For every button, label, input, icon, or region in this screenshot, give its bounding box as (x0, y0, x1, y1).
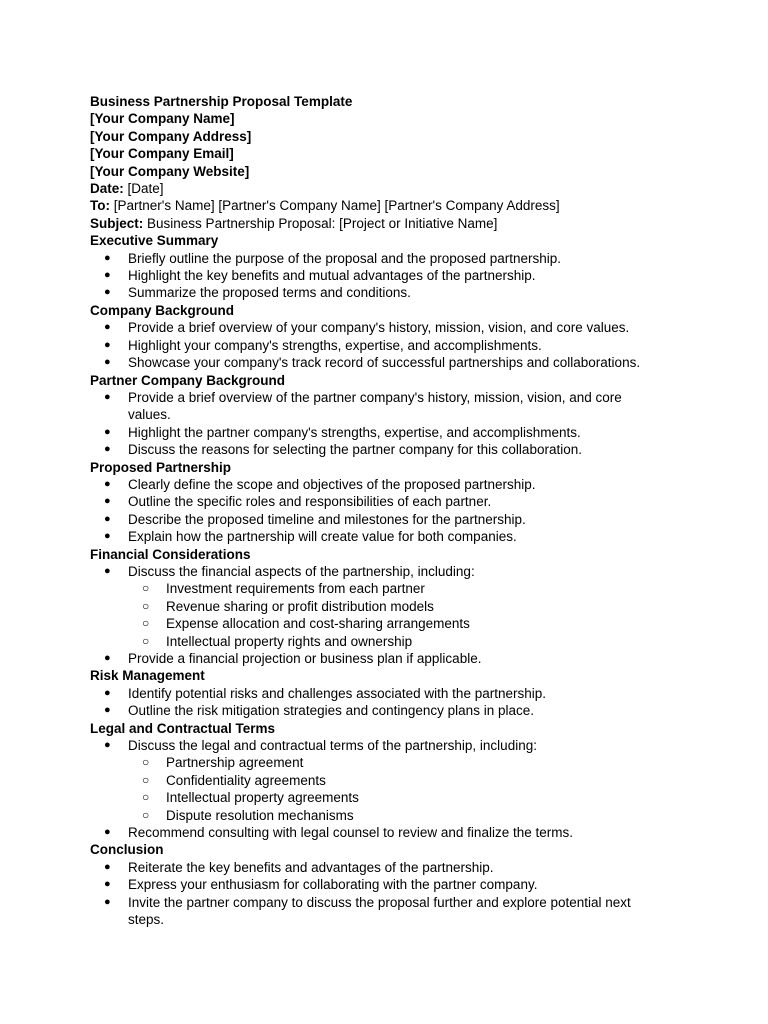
list-item: ● Discuss the reasons for selecting the partner company for this collaboration. (90, 441, 690, 458)
sublist-item: ○ Intellectual property agreements (128, 789, 690, 806)
executive-summary-heading: Executive Summary (90, 233, 219, 249)
subject-value: Business Partnership Proposal: [Project or Initiative Name] (147, 215, 498, 231)
financial-sublist (128, 580, 690, 650)
list-item: ● Showcase your company's track record of successful partnerships and collaborations. (90, 354, 690, 371)
list-item: ● Summarize the proposed terms and conditions. (90, 284, 690, 301)
sublist-item: ○ Investment requirements from each partner (128, 580, 690, 597)
list-item (90, 563, 690, 650)
company-email: [Your Company Email] (90, 146, 234, 162)
company-background-list (90, 319, 690, 371)
document-title: Business Partnership Proposal Template (90, 94, 353, 109)
list-item: ● Express your enthusiasm for collaborating with the partner company. (90, 876, 690, 893)
risk-management-list (90, 685, 690, 720)
subject-line (90, 215, 690, 232)
list-item: ● Briefly outline the purpose of the proposal and the proposed partnership. (90, 250, 690, 267)
financial-considerations-heading: Financial Considerations (90, 546, 251, 562)
subject-label: Subject: (90, 215, 144, 231)
risk-management-heading: Risk Management (90, 668, 205, 684)
legal-terms-list (90, 737, 690, 841)
sublist-item: ○ Dispute resolution mechanisms (128, 807, 690, 824)
company-website: [Your Company Website] (90, 163, 250, 179)
sublist-item: ○ Revenue sharing or profit distribution models (128, 598, 690, 615)
list-item: ● Outline the specific roles and responsibilities of each partner. (90, 493, 690, 510)
list-item: ● Outline the risk mitigation strategies and contingency plans in place. (90, 702, 690, 719)
list-item: ● Recommend consulting with legal counsel to review and finalize the terms. (90, 824, 690, 841)
to-line (90, 197, 690, 214)
list-item: ● Clearly define the scope and objectives of the proposed partnership. (90, 476, 690, 493)
list-item: ● Provide a financial projection or business plan if applicable. (90, 650, 690, 667)
date-line (90, 180, 690, 197)
sublist-item: ○ Confidentiality agreements (128, 772, 690, 789)
proposed-partnership-heading: Proposed Partnership (90, 459, 232, 475)
legal-terms-heading: Legal and Contractual Terms (90, 720, 276, 736)
executive-summary-list (90, 250, 690, 302)
list-item: ● Invite the partner company to discuss the proposal further and explore potential next steps. (90, 894, 648, 929)
partner-background-list (90, 389, 690, 459)
sublist-item: ○ Expense allocation and cost-sharing arrangements (128, 615, 690, 632)
list-item (90, 737, 690, 824)
list-item: ● Provide a brief overview of your company's history, mission, vision, and core values. (90, 319, 690, 336)
list-item-text: Discuss the financial aspects of the partnership, including: (128, 563, 475, 579)
financial-considerations-list (90, 563, 690, 667)
date-label: Date: (90, 181, 124, 197)
list-item: ● Describe the proposed timeline and milestones for the partnership. (90, 511, 690, 528)
list-item: ● Identify potential risks and challenges associated with the partnership. (90, 685, 690, 702)
conclusion-heading: Conclusion (90, 842, 164, 858)
list-item: ● Reiterate the key benefits and advantages of the partnership. (90, 859, 690, 876)
sublist-item: ○ Partnership agreement (128, 754, 690, 771)
to-label: To: (90, 198, 110, 214)
legal-sublist (128, 754, 690, 824)
list-item: ● Provide a brief overview of the partner company's history, mission, vision, and core values. (90, 389, 648, 424)
sublist-item: ○ Intellectual property rights and ownership (128, 633, 690, 650)
document-page (90, 93, 690, 929)
conclusion-list (90, 859, 690, 929)
company-background-heading: Company Background (90, 302, 235, 318)
list-item: ● Explain how the partnership will create value for both companies. (90, 528, 690, 545)
to-value: [Partner's Name] [Partner's Company Name] [Partner's Company Address] (113, 198, 560, 214)
company-name: [Your Company Name] (90, 111, 235, 127)
proposed-partnership-list (90, 476, 690, 546)
list-item: ● Highlight the key benefits and mutual advantages of the partnership. (90, 267, 690, 284)
list-item-text: Discuss the legal and contractual terms of the partnership, including: (128, 738, 537, 754)
list-item: ● Highlight your company's strengths, expertise, and accomplishments. (90, 337, 690, 354)
date-value: [Date] (127, 181, 164, 197)
list-item: ● Highlight the partner company's strengths, expertise, and accomplishments. (90, 424, 690, 441)
partner-background-heading: Partner Company Background (90, 372, 286, 388)
company-address: [Your Company Address] (90, 128, 252, 144)
